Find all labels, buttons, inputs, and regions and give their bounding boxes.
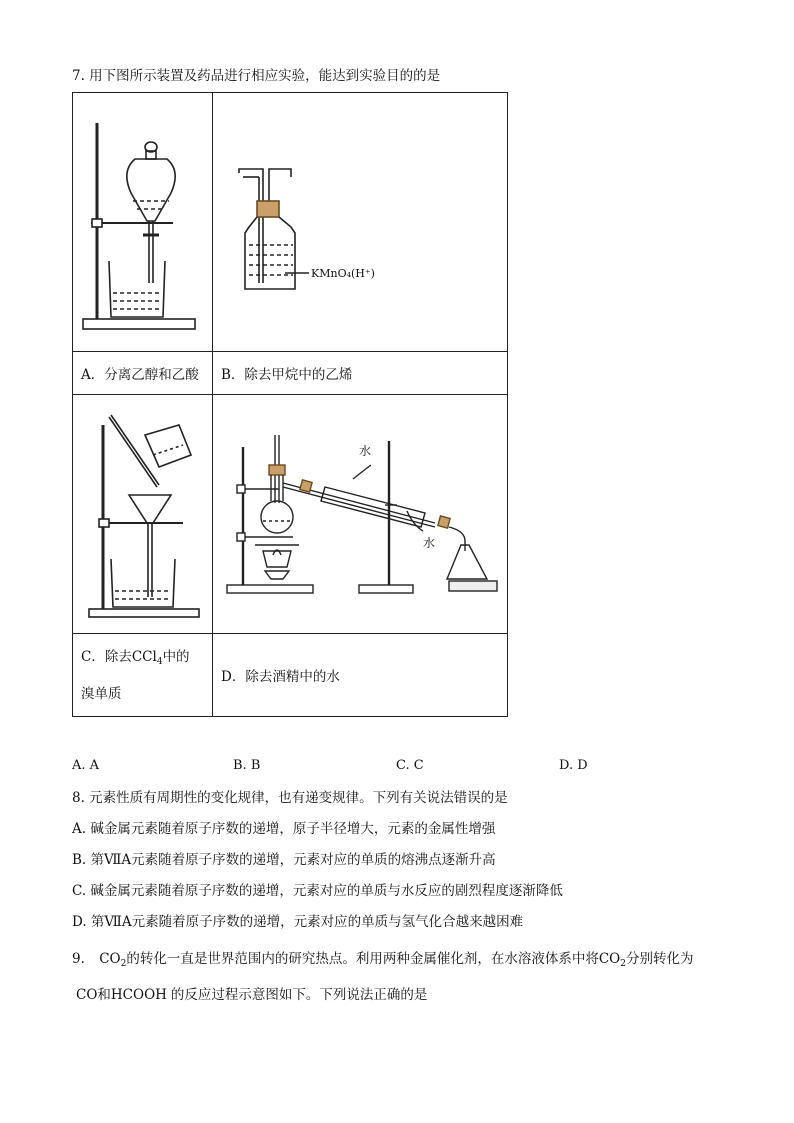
cell-a-diagram <box>73 93 213 352</box>
ccl4-formula: CCl <box>131 648 157 665</box>
question-9-line1 <box>72 950 693 973</box>
filtration-diagram <box>73 395 212 633</box>
hcooh-formula: HCOOH <box>110 987 167 1003</box>
question-7-stem: 7. 用下图所示装置及药品进行相应实验，能达到实验目的的是 <box>72 68 441 84</box>
q9-text-1: 的转化一直是世界范围内的研究热点。利用两种金属催化剂，在水溶液体系中将 <box>126 951 599 967</box>
cell-b-diagram <box>213 93 508 352</box>
co2-formula: CO <box>99 951 121 967</box>
q7-option-c[interactable]: C. C <box>396 758 424 773</box>
cell-b-label: B．除去甲烷中的乙烯 <box>213 352 508 395</box>
q7-option-d[interactable]: D. D <box>559 758 588 773</box>
q7-option-b[interactable]: B. B <box>233 758 261 773</box>
question-8-stem: 8. 元素性质有周期性的变化规律，也有递变规律。下列有关说法错误的是 <box>72 790 508 806</box>
cell-c-label-line2: 溴单质 <box>81 685 122 702</box>
q9-number: 9. <box>72 951 85 967</box>
cell-d-diagram <box>213 395 508 634</box>
water-label-bottom: 水 <box>423 536 436 550</box>
q9-and: 和 <box>97 987 111 1003</box>
q9-text-2: 分别转化为 <box>625 951 694 967</box>
q8-option-d[interactable]: D. 第ⅦA元素随着原子序数的递增，元素对应的单质与氢气化合越来越困难 <box>72 914 524 930</box>
q8-option-a[interactable]: A. 碱金属元素随着原子序数的递增，原子半径增大，元素的金属性增强 <box>72 821 496 837</box>
kmno4-label: KMnO₄(H⁺) <box>311 267 375 280</box>
co2-subscript-2: 2 <box>620 959 626 969</box>
cell-c-diagram <box>73 395 213 634</box>
cell-c-label-post: 中的 <box>162 648 190 665</box>
ccl4-subscript: 4 <box>156 656 163 667</box>
water-label-top: 水 <box>359 444 372 458</box>
cell-a-label: A．分离乙醇和乙酸 <box>73 352 213 395</box>
cell-c-label-pre: C．除去 <box>81 648 132 665</box>
separatory-funnel-diagram <box>73 93 212 351</box>
cell-c-label <box>73 634 213 717</box>
q8-option-c[interactable]: C. 碱金属元素随着原子序数的递增，元素对应的单质与水反应的剧烈程度逐渐降低 <box>72 883 563 899</box>
gas-washing-bottle-diagram <box>213 93 507 351</box>
q9-text-3: 的反应过程示意图如下。下列说法正确的是 <box>170 987 428 1003</box>
q8-option-b[interactable]: B. 第ⅦA元素随着原子序数的递增，元素对应的单质的熔沸点逐渐升高 <box>72 852 496 868</box>
distillation-diagram <box>213 395 507 633</box>
cell-d-label: D．除去酒精中的水 <box>213 634 508 717</box>
co2-subscript: 2 <box>120 959 127 969</box>
co2-formula-2: CO <box>598 951 621 967</box>
co-formula: CO <box>76 987 98 1003</box>
q7-option-a[interactable]: A. A <box>72 758 100 773</box>
question-9-line2 <box>76 986 427 1004</box>
experiment-table <box>72 92 508 717</box>
